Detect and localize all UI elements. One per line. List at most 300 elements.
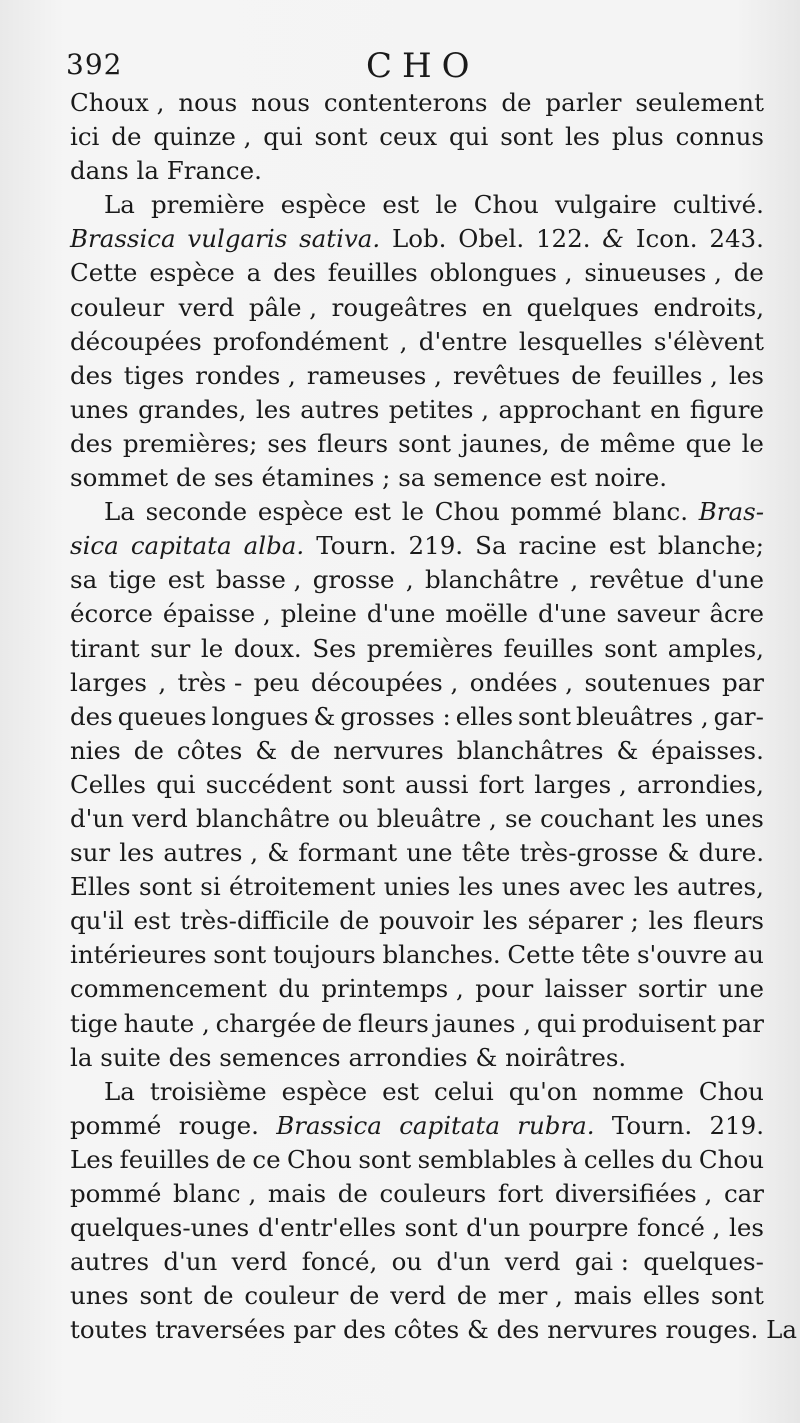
word: jaunes ,: [434, 1008, 532, 1038]
word: rondes ,: [195, 360, 296, 390]
word: les: [662, 803, 698, 833]
text-line: [70, 461, 764, 495]
word: feuilles: [119, 1144, 210, 1174]
word: avec: [568, 872, 626, 902]
italic-word: Bras-: [698, 497, 764, 527]
text-line: [70, 1245, 764, 1279]
text-line: [70, 1075, 764, 1109]
word: d'un: [163, 1247, 218, 1277]
italic-word: rubra.: [517, 1110, 595, 1140]
word: unes: [705, 803, 764, 833]
word: le: [435, 190, 458, 220]
word: La: [104, 497, 135, 527]
word: les: [565, 122, 600, 152]
word: les: [729, 360, 764, 390]
word: Lob.: [391, 224, 447, 254]
word: Les: [70, 1144, 114, 1174]
word: cultivé.: [672, 190, 764, 220]
word: ou: [338, 803, 369, 833]
word: unies: [383, 872, 451, 902]
italic-word: sica: [70, 531, 119, 561]
word: nervures: [333, 735, 444, 765]
italic-word: alba.: [243, 531, 305, 561]
word: Choux ,: [70, 88, 165, 117]
word: par: [721, 1008, 764, 1038]
word: découpées ,: [311, 667, 459, 697]
running-head: CHO: [366, 46, 480, 86]
word: pommé: [70, 1179, 162, 1208]
word: seulement: [635, 88, 764, 117]
word: ceux: [379, 122, 438, 152]
text-line: [70, 427, 764, 461]
text-line: [70, 938, 764, 972]
word: mais: [267, 1179, 327, 1208]
word: grosses :: [340, 701, 451, 731]
italic-word: &: [602, 224, 625, 254]
word: tête: [581, 940, 631, 970]
word: Chou: [434, 497, 500, 527]
word: &: [255, 735, 278, 765]
word: verd: [132, 803, 188, 833]
word: aussi: [405, 769, 469, 799]
word: intérieures: [70, 940, 207, 970]
word: toujours: [272, 940, 376, 970]
word: Sa: [475, 531, 507, 561]
word: ce: [252, 1144, 281, 1174]
word: blanchâtre: [195, 803, 331, 833]
word: première: [150, 190, 265, 220]
word: les: [729, 1213, 764, 1243]
text-line: [70, 1211, 764, 1245]
word: séparer ;: [527, 906, 639, 936]
word: fleurs: [693, 906, 764, 936]
word: queues: [117, 701, 207, 731]
word: du: [278, 974, 310, 1004]
body-text: [70, 86, 797, 1347]
word: lesquelles: [518, 326, 643, 356]
text-line: [70, 120, 764, 154]
text-line: [70, 291, 764, 325]
word: très-difficile: [180, 906, 330, 936]
word: que: [685, 428, 732, 458]
word: âcre: [709, 599, 764, 629]
word: les: [119, 838, 155, 868]
word: d'un: [70, 803, 124, 833]
word: dans: [70, 156, 129, 186]
text-line: [70, 1313, 797, 1347]
word: premières: [366, 633, 494, 663]
word: 219.: [408, 531, 464, 561]
word: d'une: [366, 599, 436, 629]
text-line: [70, 256, 764, 290]
word: Tourn.: [611, 1110, 693, 1140]
word: premières;: [122, 428, 258, 458]
word: tirant: [70, 633, 140, 663]
word: revêtue: [589, 565, 685, 595]
word: pouvoir: [379, 906, 474, 936]
text-line: [70, 632, 764, 666]
word: se: [504, 803, 533, 833]
word: de: [203, 1281, 234, 1311]
word: doux.: [233, 633, 302, 663]
word: Tourn.: [316, 531, 397, 561]
word: d'un: [466, 1213, 521, 1243]
word: Chou: [698, 1144, 764, 1174]
word: les: [255, 394, 291, 424]
word: de: [290, 735, 321, 765]
word: fleurs: [357, 1008, 429, 1038]
word: ,: [399, 326, 408, 356]
word: blanches.: [382, 940, 501, 970]
word: &: [466, 1315, 489, 1345]
word: côtes: [176, 735, 243, 765]
word: nous: [178, 88, 238, 117]
text-line: [70, 870, 764, 904]
text-line: [70, 768, 764, 802]
word: arrondies: [348, 1042, 468, 1072]
word: saveur: [616, 599, 700, 629]
word: feuilles: [503, 633, 594, 663]
word: troisième: [149, 1076, 267, 1106]
word: de: [133, 735, 164, 765]
word: en: [650, 394, 681, 424]
word: suite: [100, 1042, 161, 1072]
word: épaisse ,: [162, 599, 271, 629]
word: racine: [518, 531, 597, 561]
italic-word: capitata: [130, 531, 232, 561]
word: mais: [573, 1281, 633, 1311]
word: sur: [150, 633, 191, 663]
word: peu: [253, 667, 300, 697]
text-line: [70, 666, 764, 700]
text-line: [70, 836, 764, 870]
word: de: [571, 360, 602, 390]
word: France.: [166, 156, 262, 186]
word: nomme: [592, 1076, 684, 1106]
word: quelques-: [643, 1247, 764, 1277]
word: des: [496, 1315, 540, 1345]
text-line: [70, 1109, 764, 1143]
text-line: [70, 86, 764, 120]
word: espèce: [257, 497, 344, 527]
word: si: [200, 872, 221, 902]
word: des: [70, 428, 113, 458]
page-header: [66, 46, 766, 88]
word: La: [766, 1315, 797, 1345]
word: ses: [213, 463, 254, 493]
text-line: [70, 393, 764, 427]
word: en: [481, 292, 513, 322]
word: &: [667, 838, 690, 868]
word: printemps ,: [321, 974, 464, 1004]
text-line: [70, 972, 764, 1006]
word: sur: [70, 838, 111, 868]
word: qu'il: [70, 906, 124, 936]
word: ondées ,: [469, 667, 574, 697]
text-line: [70, 597, 764, 631]
word: foncé ,: [637, 1213, 721, 1243]
text-line: [70, 734, 764, 768]
word: verd: [504, 1247, 561, 1277]
paragraph: [70, 188, 764, 495]
word: pleine: [280, 599, 357, 629]
word: sont: [138, 872, 192, 902]
word: à: [562, 1144, 578, 1174]
word: grandes,: [138, 394, 247, 424]
word: ou: [391, 1247, 423, 1277]
word: Icon.: [635, 224, 698, 254]
word: figure: [689, 394, 764, 424]
word: semence: [433, 463, 543, 493]
word: connus: [675, 122, 764, 152]
word: le: [401, 497, 425, 527]
word: verd: [178, 292, 235, 322]
word: La: [104, 1076, 135, 1106]
word: s'élèvent: [653, 326, 764, 356]
word: les: [483, 906, 518, 936]
word: sont: [404, 1213, 458, 1243]
word: couleur: [70, 292, 165, 322]
word: elles: [455, 701, 514, 731]
word: qu'on: [508, 1076, 578, 1106]
word: les: [648, 906, 684, 936]
word: des: [168, 1042, 212, 1072]
word: côtes: [393, 1315, 460, 1345]
word: de: [175, 463, 207, 493]
word: approchant: [498, 394, 641, 424]
word: unes: [70, 394, 129, 424]
word: de: [337, 1179, 368, 1208]
word: étamines ;: [261, 463, 391, 493]
word: verd: [231, 1247, 288, 1277]
text-line: [70, 188, 764, 222]
word: même: [600, 428, 676, 458]
word: par: [721, 667, 764, 697]
italic-word: Brassica: [276, 1110, 382, 1140]
word: qui: [263, 122, 303, 152]
text-line: [70, 563, 764, 597]
word: une: [406, 838, 453, 868]
word: tige: [108, 565, 157, 595]
word: est: [608, 531, 646, 561]
word: sommet: [70, 463, 169, 493]
word: rougeâtres: [331, 292, 468, 322]
word: elles: [642, 1281, 701, 1311]
word: tige: [70, 1008, 118, 1038]
word: diversifiées ,: [554, 1179, 713, 1208]
text-line: [70, 154, 764, 188]
italic-word: capitata: [399, 1110, 500, 1140]
word: bleuâtres ,: [576, 701, 709, 731]
word: gai :: [574, 1247, 629, 1277]
word: plus: [611, 122, 664, 152]
word: sont: [500, 122, 554, 152]
word: couleurs: [379, 1179, 487, 1208]
word: Cette: [70, 258, 138, 288]
word: endroits,: [653, 292, 764, 322]
word: soutenues: [584, 667, 711, 697]
word: est: [382, 190, 420, 220]
word: ,: [158, 667, 167, 697]
word: des: [70, 360, 113, 390]
word: des: [343, 1315, 386, 1345]
word: d'un: [436, 1247, 491, 1277]
word: blanc ,: [173, 1179, 257, 1208]
word: nies: [70, 735, 121, 765]
text-line: [70, 325, 764, 359]
word: étroitement: [229, 872, 376, 902]
word: dure.: [698, 838, 764, 868]
italic-word: sativa.: [299, 224, 381, 254]
word: nous: [251, 88, 311, 117]
word: sinueuses ,: [584, 258, 722, 288]
word: commencement: [70, 974, 267, 1004]
word: autres: [70, 1247, 150, 1277]
text-line: [70, 700, 764, 734]
word: pommé: [70, 1110, 162, 1140]
word: est: [382, 1076, 420, 1106]
word: la: [70, 1042, 93, 1072]
word: espèce: [281, 1076, 368, 1106]
word: semences: [219, 1042, 341, 1072]
word: gar-: [713, 701, 764, 731]
word: bleuâtre ,: [376, 803, 497, 833]
word: sont: [398, 428, 452, 458]
word: pâle ,: [248, 292, 318, 322]
word: Chou: [286, 1144, 353, 1174]
word: blanc.: [612, 497, 689, 527]
text-line: [70, 359, 764, 393]
word: s'ouvre: [636, 940, 727, 970]
word: le: [741, 428, 764, 458]
word: &: [475, 1042, 498, 1072]
word: sortir: [637, 974, 707, 1004]
word: Celles: [70, 769, 146, 799]
word: rouge.: [178, 1110, 259, 1140]
word: ,: [570, 565, 579, 595]
word: Cette: [507, 940, 575, 970]
word: profondément: [213, 326, 389, 356]
word: revêtues: [452, 360, 561, 390]
word: d'une: [695, 565, 764, 595]
word: unes: [501, 872, 561, 902]
text-line: [70, 1279, 764, 1313]
word: sa: [398, 463, 426, 493]
paragraph: [70, 86, 764, 188]
word: moëlle: [445, 599, 528, 629]
word: autres,: [677, 872, 764, 902]
word: Ses: [312, 633, 357, 663]
word: &: [616, 735, 639, 765]
word: de: [349, 1281, 380, 1311]
word: 243.: [709, 224, 764, 254]
word: écorce: [70, 599, 153, 629]
word: &: [313, 701, 336, 731]
word: fleurs: [317, 428, 389, 458]
word: de: [559, 428, 590, 458]
word: larges: [70, 667, 147, 697]
word: pommé: [510, 497, 602, 527]
paragraph: [70, 1075, 797, 1348]
word: seconde: [145, 497, 248, 527]
text-line: [70, 802, 764, 836]
word: pourpre: [528, 1213, 629, 1243]
word: sont: [710, 1281, 764, 1311]
word: petites ,: [388, 394, 490, 424]
word: les: [633, 872, 669, 902]
word: espèce: [280, 190, 367, 220]
word: très -: [177, 667, 243, 697]
word: de: [456, 1281, 488, 1311]
word: ses: [267, 428, 308, 458]
word: du: [661, 1144, 693, 1174]
word: jaunes,: [461, 428, 550, 458]
word: est: [354, 497, 391, 527]
word: quelques-unes: [70, 1213, 250, 1243]
word: oblongues ,: [429, 258, 573, 288]
paragraph: [70, 495, 764, 1075]
word: tête: [461, 838, 511, 868]
word: celles: [583, 1144, 655, 1174]
word: sont: [358, 1144, 412, 1174]
word: &: [267, 838, 290, 868]
word: Obel.: [458, 224, 525, 254]
word: sa: [70, 565, 98, 595]
word: chargée: [215, 1008, 317, 1038]
word: les: [458, 872, 494, 902]
word: ici: [70, 122, 100, 152]
word: amples,: [667, 633, 764, 663]
word: sont: [213, 940, 267, 970]
word: verd: [390, 1281, 447, 1311]
word: basse ,: [215, 565, 302, 595]
word: longues: [211, 701, 309, 731]
text-line: [70, 904, 764, 938]
italic-word: Brassica: [70, 224, 176, 254]
page-number: 392: [66, 48, 123, 81]
word: a: [246, 258, 262, 288]
word: nervures: [547, 1315, 658, 1345]
word: semblables: [417, 1144, 557, 1174]
word: feuilles: [327, 258, 418, 288]
word: de: [321, 1008, 353, 1038]
word: laisser: [544, 974, 627, 1004]
word: quinze ,: [153, 122, 252, 152]
word: mer ,: [497, 1281, 563, 1311]
text-line: [70, 495, 764, 529]
word: espèce: [149, 258, 235, 288]
word: d'entr'elles: [257, 1213, 397, 1243]
word: ,: [405, 565, 414, 595]
word: autres ,: [163, 838, 258, 868]
word: haute ,: [123, 1008, 210, 1038]
word: Elles: [70, 872, 131, 902]
word: blanchâtre: [424, 565, 560, 595]
word: Chou: [473, 190, 539, 220]
word: couchant: [540, 803, 655, 833]
word: rouges.: [665, 1315, 759, 1345]
word: 219.: [709, 1110, 764, 1140]
word: parler: [545, 88, 622, 117]
word: de: [339, 906, 370, 936]
word: qui: [536, 1008, 577, 1038]
word: arrondies,: [636, 769, 764, 799]
word: noire.: [594, 463, 667, 493]
word: contenterons: [323, 88, 488, 117]
word: d'une: [537, 599, 607, 629]
word: fort: [478, 769, 525, 799]
word: Chou: [698, 1076, 764, 1106]
